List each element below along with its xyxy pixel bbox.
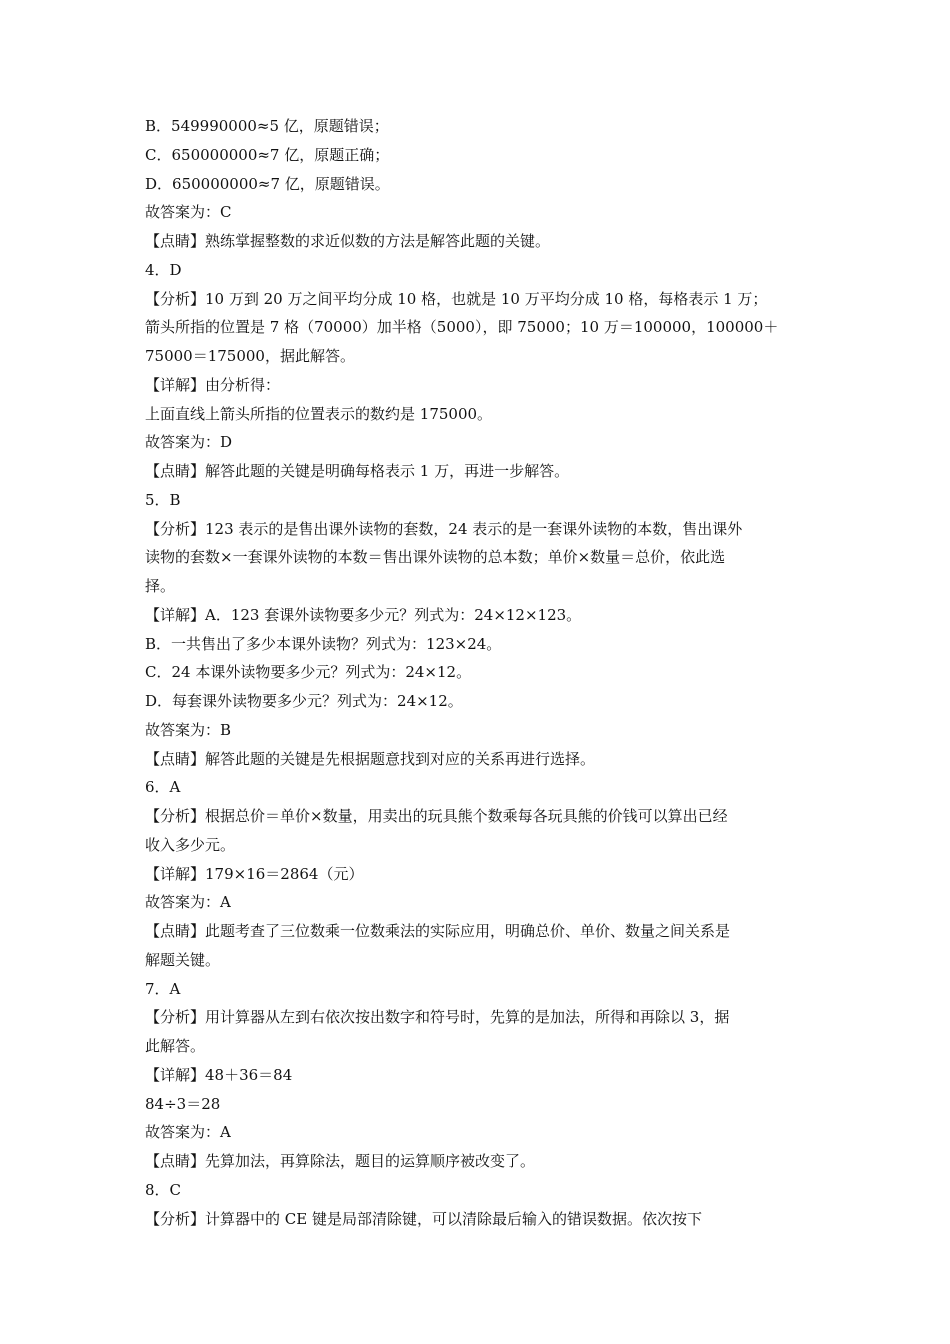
text-line: 【点睛】解答此题的关键是先根据题意找到对应的关系再进行选择。 — [145, 749, 596, 768]
answer-text-block — [145, 112, 815, 1233]
text-line: 箭头所指的位置是 7 格（70000）加半格（5000），即 75000；10 万＝100000，100000＋ — [145, 318, 779, 337]
text-line: 【分析】123 表示的是售出课外读物的套数，24 表示的是一套课外读物的本数，售出课外 — [145, 519, 743, 538]
text-line: 【点睛】先算加法，再算除法，题目的运算顺序被改变了。 — [145, 1152, 536, 1170]
text-line: 【分析】用计算器从左到右依次按出数字和符号时，先算的是加法，所得和再除以 3，据 — [145, 1008, 730, 1027]
text-line: 【点睛】熟练掌握整数的求近似数的方法是解答此题的关键。 — [145, 232, 551, 250]
text-line: 【分析】根据总价＝单价×数量，用卖出的玩具熊个数乘每各玩具熊的价钱可以算出已经 — [145, 807, 728, 825]
text-line: B．一共售出了多少本课外读物？列式为：123×24。 — [145, 634, 502, 653]
text-line: 7．A — [145, 979, 181, 998]
text-line: 84÷3＝28 — [145, 1094, 221, 1113]
text-line: 【详解】48＋36＝84 — [145, 1065, 293, 1084]
text-line: 5．B — [145, 490, 181, 509]
text-line: 【分析】计算器中的 CE 键是局部清除键，可以清除最后输入的错误数据。依次按下 — [145, 1209, 702, 1228]
text-line: 故答案为：D — [145, 433, 233, 452]
text-line: 【详解】由分析得： — [145, 375, 281, 394]
text-line: C．24 本课外读物要多少元？列式为：24×12。 — [145, 663, 472, 682]
text-line: 故答案为：A — [145, 1123, 231, 1142]
text-line: 【点睛】此题考查了三位数乘一位数乘法的实际应用，明确总价、单价、数量之间关系是 — [145, 922, 731, 940]
text-line: 【分析】10 万到 20 万之间平均分成 10 格，也就是 10 万平均分成 10 格，每格表示 1 万； — [145, 289, 768, 308]
text-line: 收入多少元。 — [145, 835, 236, 854]
text-line: 【点睛】解答此题的关键是明确每格表示 1 万，再进一步解答。 — [145, 462, 570, 480]
text-line: 读物的套数×一套课外读物的本数＝售出课外读物的总本数；单价×数量＝总价，依此选 — [145, 548, 726, 567]
text-line: 上面直线上箭头所指的位置表示的数约是 175000。 — [145, 404, 493, 423]
text-line: 解题关键。 — [145, 950, 221, 969]
text-line: D．650000000≈7 亿，原题错误。 — [145, 174, 390, 193]
text-line: 4．D — [145, 260, 182, 279]
text-line: 【详解】A．123 套课外读物要多少元？列式为：24×12×123。 — [145, 605, 582, 624]
text-line: 故答案为：C — [145, 203, 232, 222]
text-line: D．每套课外读物要多少元？列式为：24×12。 — [145, 692, 463, 710]
text-line: 故答案为：A — [145, 893, 231, 912]
text-line: 【详解】179×16＝2864（元） — [145, 864, 364, 883]
text-line: 此解答。 — [145, 1037, 206, 1055]
text-line: B．549990000≈5 亿，原题错误； — [145, 117, 389, 135]
text-line: 择。 — [145, 577, 176, 595]
text-line: 故答案为：B — [145, 720, 232, 739]
text-line: 75000＝175000，据此解答。 — [145, 347, 355, 365]
text-line: C．650000000≈7 亿，原题正确； — [145, 145, 390, 164]
text-line: 8．C — [145, 1180, 182, 1199]
text-line: 6．A — [145, 778, 181, 797]
